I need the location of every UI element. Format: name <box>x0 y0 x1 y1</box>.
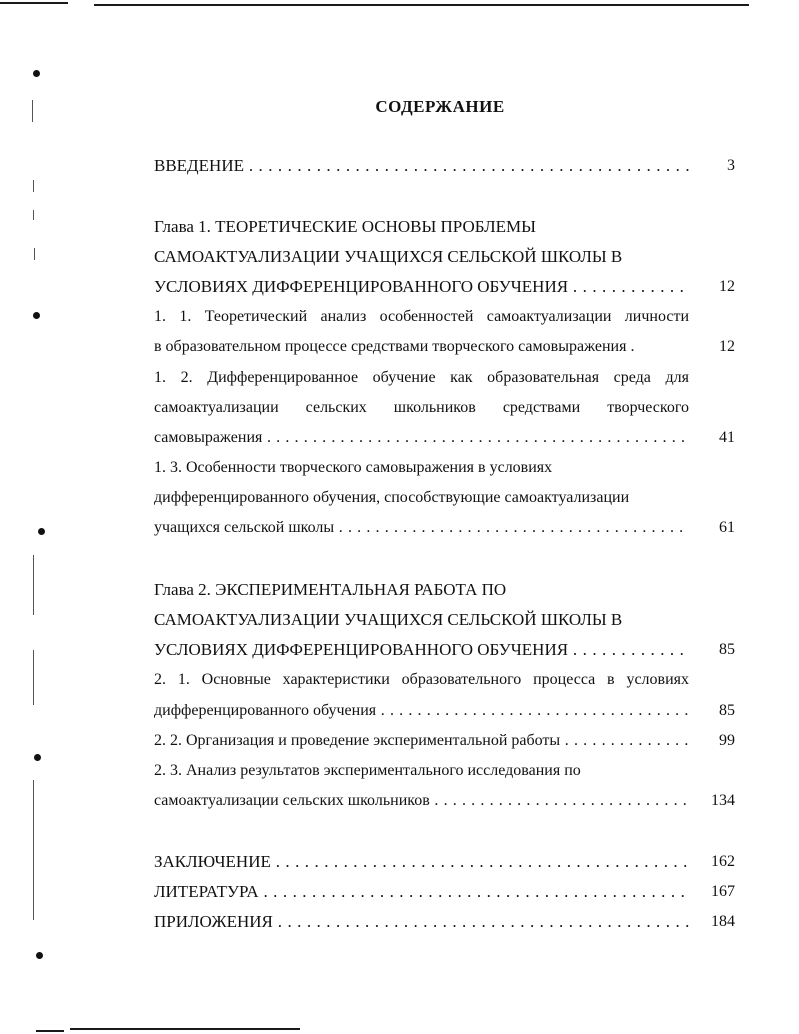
binding-hole-mark <box>33 70 40 77</box>
toc-section-2-3-line-1: 2. 3. Анализ результатов экспериментального исследования по <box>154 762 581 779</box>
toc-page-intro: 3 <box>727 157 735 174</box>
toc-section-2-1-line-2: дифференцированного обучения . . . <box>154 699 689 723</box>
toc-page-section-2-2: 99 <box>719 732 735 749</box>
toc-section-1-1-line-1: 1. 1. Теоретический анализ особенностей самоактуализации личности <box>154 308 689 325</box>
binding-hole-mark <box>36 952 43 959</box>
margin-mark <box>33 650 34 705</box>
margin-mark <box>33 780 34 920</box>
toc-page-chapter-2: 85 <box>719 641 735 658</box>
toc-entry-intro: ВВЕДЕНИЕ . . . <box>154 154 689 178</box>
toc-page-section-1-3: 61 <box>719 519 735 536</box>
toc-entry-conclusion: ЗАКЛЮЧЕНИЕ . . . <box>154 850 689 874</box>
toc-page-section-1-1: 12 <box>719 338 735 355</box>
toc-chapter-1-line-3: УСЛОВИЯХ ДИФФЕРЕНЦИРОВАННОГО ОБУЧЕНИЯ . . . <box>154 275 689 299</box>
toc-section-2-2: 2. 2. Организация и проведение экспериментальной работы . . . <box>154 729 689 753</box>
toc-chapter-2-line-1: Глава 2. ЭКСПЕРИМЕНТАЛЬНАЯ РАБОТА ПО <box>154 580 507 599</box>
binding-hole-mark <box>38 528 45 535</box>
toc-page-section-2-3: 134 <box>711 792 735 809</box>
toc-page-section-1-2: 41 <box>719 429 735 446</box>
binding-hole-mark <box>34 754 41 761</box>
toc-chapter-2-line-3: УСЛОВИЯХ ДИФФЕРЕНЦИРОВАННОГО ОБУЧЕНИЯ . . . <box>154 638 689 662</box>
toc-page-literature: 167 <box>711 883 735 900</box>
margin-mark <box>33 555 34 615</box>
toc-section-1-3-line-1: 1. 3. Особенности творческого самовыражения в условиях <box>154 459 553 476</box>
toc-section-1-3-line-2: дифференцированного обучения, способствующие самоактуализации <box>154 489 630 506</box>
margin-mark <box>33 180 34 192</box>
toc-section-2-3-line-2: самоактуализации сельских школьников . . . <box>154 789 689 813</box>
toc-entry-literature: ЛИТЕРАТУРА . . . <box>154 880 689 904</box>
toc-chapter-1-line-2: САМОАКТУАЛИЗАЦИИ УЧАЩИХСЯ СЕЛЬСКОЙ ШКОЛЫ В <box>154 247 623 266</box>
scan-border-top-right <box>94 4 749 6</box>
toc-entry-appendix: ПРИЛОЖЕНИЯ . . . <box>154 910 689 934</box>
toc-section-1-1-line-2: в образовательном процессе средствами творческого самовыражения . <box>154 338 635 355</box>
toc-section-2-1-line-1: 2. 1. Основные характеристики образовательного процесса в условиях <box>154 671 689 688</box>
toc-page-conclusion: 162 <box>711 853 735 870</box>
scan-border-bottom <box>70 1028 300 1030</box>
toc-section-1-2-line-2: самоактуализации сельских школьников средствами творческого <box>154 399 689 416</box>
scan-border-bottom-left <box>36 1030 64 1032</box>
toc-page-appendix: 184 <box>711 913 735 930</box>
binding-hole-mark <box>33 312 40 319</box>
page-title: СОДЕРЖАНИЕ <box>375 97 505 116</box>
scan-border-top-left <box>0 2 68 4</box>
toc-page-section-2-1: 85 <box>719 702 735 719</box>
toc-section-1-3-line-3: учащихся сельской школы . . . <box>154 516 689 540</box>
margin-mark <box>34 248 35 260</box>
toc-chapter-2-line-2: САМОАКТУАЛИЗАЦИИ УЧАЩИХСЯ СЕЛЬСКОЙ ШКОЛЫ В <box>154 610 623 629</box>
toc-chapter-1-line-1: Глава 1. ТЕОРЕТИЧЕСКИЕ ОСНОВЫ ПРОБЛЕМЫ <box>154 217 536 236</box>
margin-mark <box>33 210 34 220</box>
toc-page-chapter-1: 12 <box>719 278 735 295</box>
toc-section-1-2-line-1: 1. 2. Дифференцированное обучение как образовательная среда для <box>154 369 689 386</box>
toc-section-1-2-line-3: самовыражения . . . <box>154 426 689 450</box>
